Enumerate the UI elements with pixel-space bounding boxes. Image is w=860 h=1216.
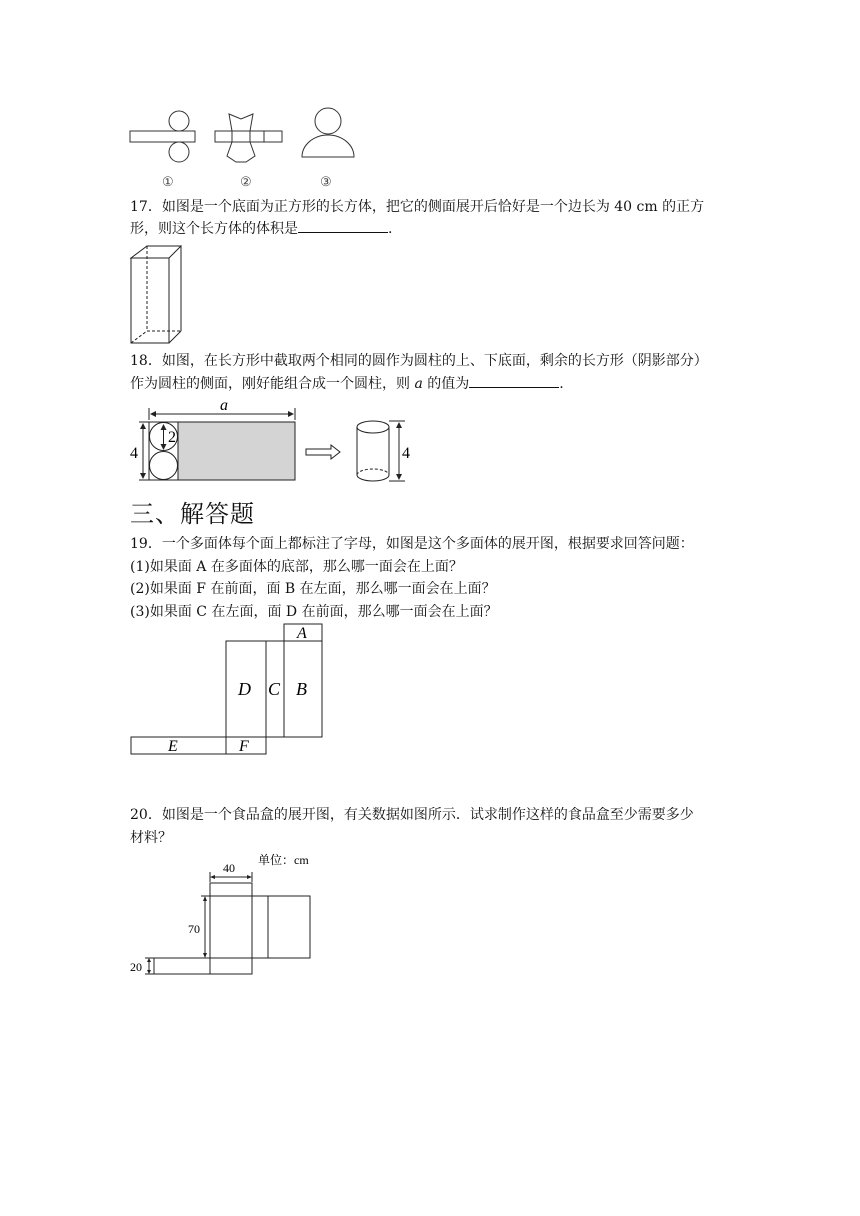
- q19-sub1: (1)如果面 A 在多面体的底部，那么哪一面会在上面？: [130, 559, 463, 575]
- q17-line2: [130, 218, 392, 240]
- q20-box-net-figure: [125, 850, 325, 980]
- q19-line1: 19．一个多面体每个面上都标注了字母，如图是这个多面体的展开图，根据要求回答问题：: [130, 536, 694, 552]
- q17-line1: 17．如图是一个底面为正方形的长方体，把它的侧面展开后恰好是一个边长为 40 cm 的正方: [130, 199, 705, 215]
- q18-end: .: [559, 376, 564, 392]
- q17-end: .: [388, 221, 393, 237]
- q18-line1: 18．如图，在长方形中截取两个相同的圆作为圆柱的上、下底面，剩余的长方形（阴影部分）: [130, 353, 708, 369]
- q19-face-E: E: [168, 738, 178, 755]
- q19-net-figure: [125, 620, 335, 760]
- q20-label-70: 70: [188, 922, 200, 936]
- q16-figure-2: [215, 114, 282, 162]
- q19-face-B: B: [296, 679, 307, 699]
- q16-figure-3: [302, 108, 354, 157]
- q20-line1: 20．如图是一个食品盒的展开图，有关数据如图所示．试求制作这样的食品盒至少需要多少: [130, 807, 694, 823]
- q18-label-2: 2: [168, 429, 176, 446]
- q18-line2-tail: 的值为: [427, 376, 470, 392]
- section-heading: 三、解答题: [130, 500, 255, 528]
- q19-face-C: C: [268, 679, 281, 699]
- q20-line2: 材料？: [130, 830, 172, 846]
- q20-label-40: 40: [223, 861, 235, 875]
- q17-cuboid-figure: [125, 240, 190, 350]
- q16-figure-1: [130, 111, 195, 162]
- q18-label-4-left: 4: [130, 445, 138, 462]
- q18-answer-blank: [469, 373, 559, 388]
- q18-line2: [130, 373, 564, 395]
- q19-face-F: F: [239, 738, 249, 755]
- q18-line2-text: 作为圆柱的侧面，刚好能组合成一个圆柱，则: [130, 376, 410, 392]
- q16-label-2: ②: [240, 174, 252, 189]
- q18-label-a: a: [220, 397, 228, 414]
- q16-label-1: ①: [162, 174, 174, 189]
- q17-line2-text: 形，则这个长方体的体积是: [130, 221, 298, 237]
- q19-face-A: A: [297, 625, 307, 642]
- q16-figures: [125, 100, 365, 195]
- q19-face-D: D: [238, 679, 251, 699]
- q19-sub3: (3)如果面 C 在左面，面 D 在前面，那么哪一面会在上面？: [130, 604, 498, 620]
- q18-label-4-right: 4: [402, 445, 410, 462]
- q17-answer-blank: [298, 218, 388, 233]
- q19-sub2: (2)如果面 F 在前面，面 B 在左面，那么哪一面会在上面？: [130, 581, 496, 597]
- q18-var-a: a: [414, 376, 423, 392]
- q20-unit-label: 单位：cm: [258, 853, 309, 867]
- q18-figure: [125, 396, 425, 488]
- q20-label-20: 20: [130, 960, 142, 974]
- q16-label-3: ③: [320, 174, 332, 189]
